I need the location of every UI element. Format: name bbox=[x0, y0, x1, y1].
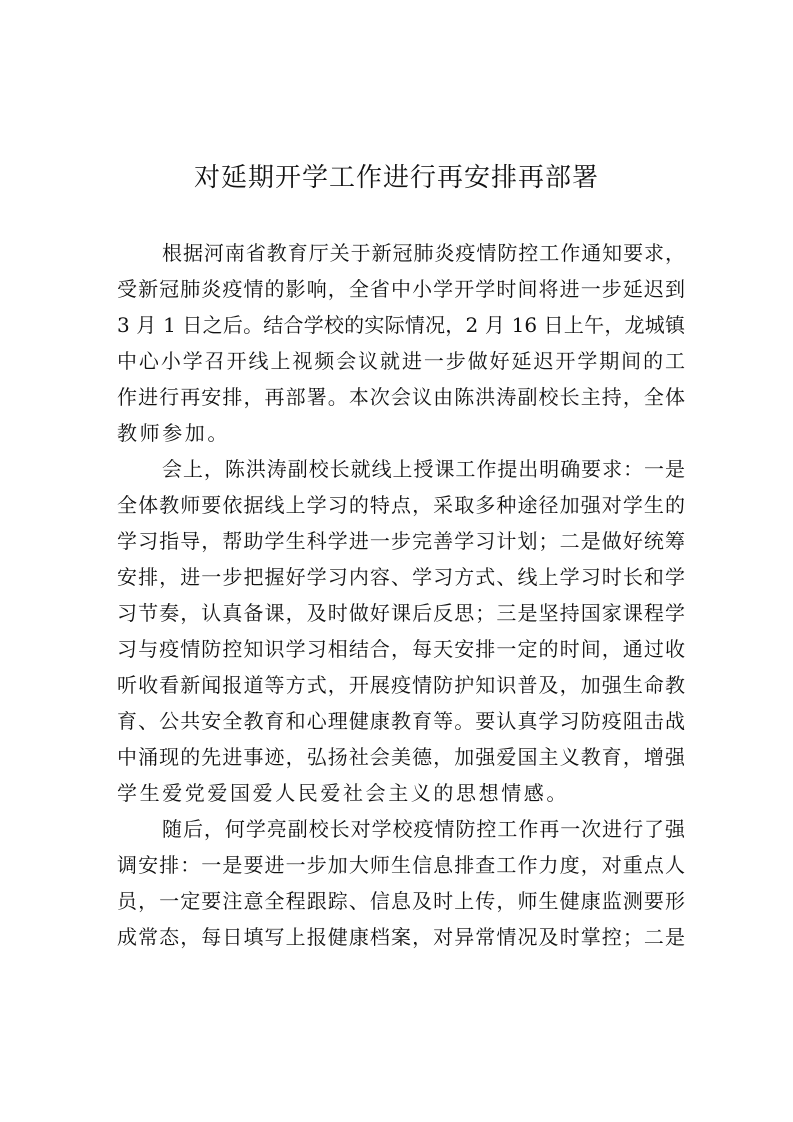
paragraph bbox=[117, 451, 685, 811]
text-line: 3 月 1 日之后。结合学校的实际情况，2 月 16 日上午，龙城镇 bbox=[117, 313, 685, 337]
text-line: 全体教师要依据线上学习的特点，采取多种途径加强对学生的 bbox=[117, 493, 685, 517]
text-line: 听收看新闻报道等方式，开展疫情防护知识普及，加强生命教 bbox=[117, 673, 685, 697]
text-line: 学习指导，帮助学生科学进一步完善学习计划；二是做好统筹 bbox=[117, 529, 685, 553]
text-line: 调安排：一是要进一步加大师生信息排查工作力度，对重点人 bbox=[117, 853, 685, 877]
text-line: 学生爱党爱国爱人民爱社会主义的思想情感。 bbox=[117, 781, 569, 805]
text-line: 育、公共安全教育和心理健康教育等。要认真学习防疫阻击战 bbox=[117, 709, 685, 733]
text-line: 作进行再安排，再部署。本次会议由陈洪涛副校长主持，全体 bbox=[117, 385, 685, 409]
text-line: 中心小学召开线上视频会议就进一步做好延迟开学期间的工 bbox=[117, 349, 685, 373]
text-line: 习与疫情防控知识学习相结合，每天安排一定的时间，通过收 bbox=[117, 637, 685, 661]
text-line: 教师参加。 bbox=[117, 421, 230, 445]
text-line: 受新冠肺炎疫情的影响，全省中小学开学时间将进一步延迟到 bbox=[117, 277, 685, 301]
paragraph bbox=[117, 235, 685, 451]
document-title: 对延期开学工作进行再安排再部署 bbox=[193, 163, 599, 193]
text-line: 中涌现的先进事迹，弘扬社会美德，加强爱国主义教育，增强 bbox=[117, 745, 685, 769]
text-line: 随后，何学亮副校长对学校疫情防控工作再一次进行了强 bbox=[162, 817, 685, 841]
text-line: 成常态，每日填写上报健康档案，对异常情况及时掌控；二是 bbox=[117, 925, 685, 949]
text-line: 根据河南省教育厅关于新冠肺炎疫情防控工作通知要求， bbox=[162, 241, 685, 265]
paragraph bbox=[117, 811, 685, 955]
text-line: 习节奏，认真备课，及时做好课后反思；三是坚持国家课程学 bbox=[117, 601, 685, 625]
document-body bbox=[117, 235, 685, 955]
text-line: 会上，陈洪涛副校长就线上授课工作提出明确要求：一是 bbox=[162, 457, 685, 481]
text-line: 员，一定要注意全程跟踪、信息及时上传，师生健康监测要形 bbox=[117, 889, 685, 913]
text-line: 安排，进一步把握好学习内容、学习方式、线上学习时长和学 bbox=[117, 565, 685, 589]
